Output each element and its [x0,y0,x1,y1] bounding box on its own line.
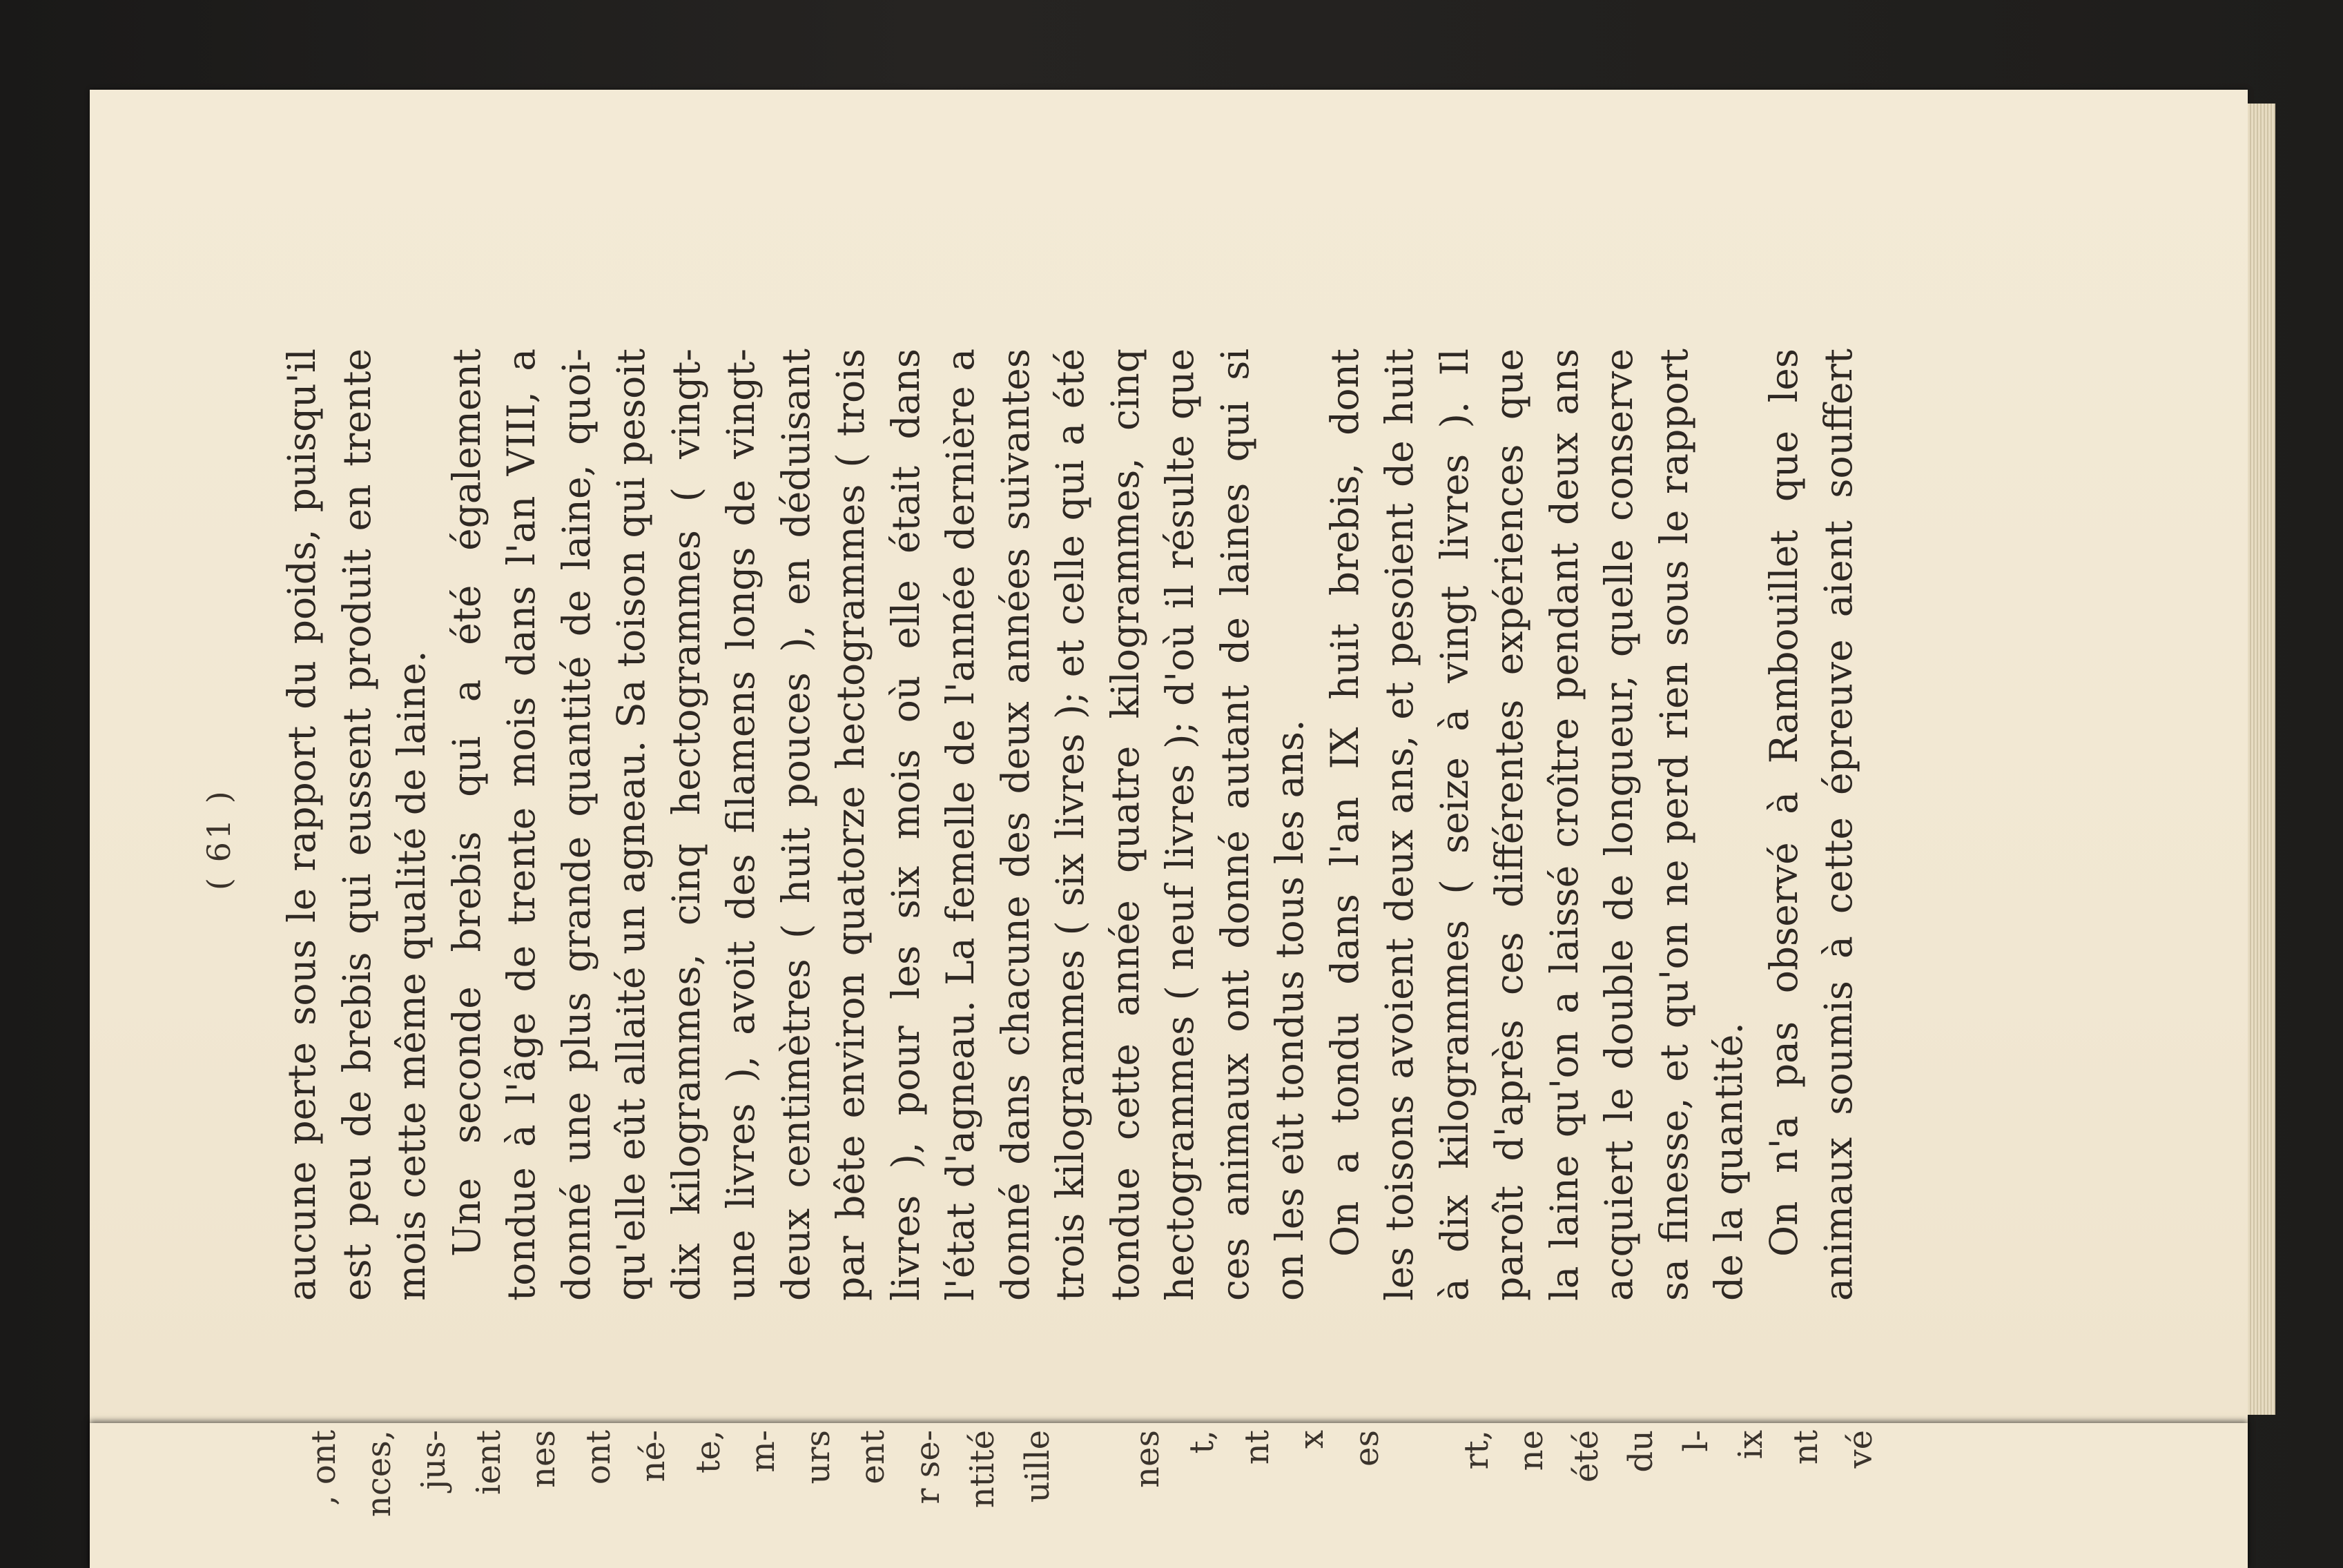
previous-page-line-fragment: ix [1731,1430,1770,1460]
page-edges [2248,104,2275,1415]
previous-page-line-fragment: uille [1018,1430,1057,1503]
previous-page-line-fragment: ont [579,1430,618,1485]
previous-page-line-fragment: ntité [963,1430,1002,1509]
previous-page-line-fragment [1065,1430,1120,1568]
previous-page-line-fragment: l- [1676,1430,1715,1452]
previous-page-line-fragment: rt, [1457,1430,1496,1470]
previous-page-line-fragment: m- [743,1430,782,1473]
previous-page-line-fragment: x [1292,1430,1331,1449]
text-line: on les eût tondus tous les ans. [1267,719,1312,1301]
previous-page-line-fragment: r se- [908,1430,947,1505]
text-line: Une seconde brebis qui a été également [444,349,489,1257]
previous-page-line-fragment: ent [853,1430,892,1484]
text-line: sa finesse, et qu'on ne perd rien sous le rapport [1651,349,1696,1301]
previous-page-line-fragment: ne [1512,1430,1550,1471]
text-line: livres ), pour les six mois où elle était dans [883,349,928,1301]
previous-page-line-fragment: nes [524,1430,563,1488]
previous-page-line-fragment: vé [1841,1430,1880,1469]
text-line: acquiert le double de longueur, quelle conserve [1597,349,1641,1301]
page-number: ( 61 ) [200,788,237,890]
text-line: qu'elle eût allaité un agneau. Sa toison qui pesoit [609,349,653,1301]
page-text [275,349,1867,1301]
text-line: par bête environ quatorze hectogrammes ( trois [828,349,873,1301]
text-line: mois cette même qualité de laine. [389,650,434,1301]
text-line: dix kilogrammes, cinq hectogrammes ( vingt- [663,349,708,1301]
previous-page-line-fragment: été [1566,1430,1606,1483]
text-line: aucune perte sous le rapport du poids, puisqu'il [280,349,324,1301]
text-line: l'état d'agneau. La femelle de l'année dernière a [938,349,982,1301]
previous-page-line-fragment: nes [1127,1430,1167,1488]
text-line: On n'a pas observé à Rambouillet que les [1761,349,1806,1257]
text-line: deux centimètres ( huit pouces ), en déduisant [773,349,818,1301]
previous-page-line-fragment [1394,1430,1450,1568]
previous-page-line-fragment: nt [1237,1430,1276,1465]
previous-page-line-fragment: du [1622,1430,1660,1473]
text-line: animaux soumis à cette épreuve aient souffert [1816,349,1860,1301]
text-line: les toisons avoient deux ans, et pesoient de huit [1377,349,1421,1301]
previous-page-line-fragment: ient [469,1430,508,1495]
text-line: la laine qu'on a laissé croître pendant deux ans [1542,349,1586,1301]
previous-page-line-fragment: jus- [414,1430,453,1490]
text-line: tondue cette année quatre kilogrammes, cinq [1102,349,1147,1301]
previous-page-line-fragment: te, [688,1430,728,1473]
previous-page-line-fragment: urs [798,1430,837,1484]
previous-page-line-fragment: t, [1183,1430,1221,1454]
text-line: est peu de brebis qui eussent produit en trente [334,349,379,1301]
previous-page-line-fragment: nces, [359,1430,398,1518]
previous-page-line-fragment: es [1347,1430,1386,1467]
text-line: donné dans chacune des deux années suivantes [993,349,1038,1301]
previous-page-line-fragment: nt [1786,1430,1825,1465]
text-line: hectogrammes ( neuf livres ); d'où il résulte que [1158,349,1202,1301]
text-line: de la quantité. [1707,1022,1751,1301]
text-line: trois kilogrammes ( six livres ); et celle qui a été [1048,349,1092,1301]
text-line: paroît d'après ces différentes expériences que [1487,349,1531,1301]
text-line: tondue à l'âge de trente mois dans l'an VIII, a [499,349,543,1301]
previous-page-text [297,1430,1889,1568]
text-line: à dix kilogrammes ( seize à vingt livres ). Il [1432,349,1477,1301]
text-line: donné une plus grande quantité de laine, quoi- [554,349,599,1301]
text-line: ces animaux ont donné autant de laines qui si [1212,349,1257,1301]
text-line: On a tondu dans l'an IX huit brebis, dont [1322,349,1367,1257]
previous-page-line-fragment: , ont [304,1430,343,1506]
previous-page-line-fragment: né- [634,1430,672,1482]
text-line: une livres ), avoit des filamens longs de vingt- [719,349,763,1301]
